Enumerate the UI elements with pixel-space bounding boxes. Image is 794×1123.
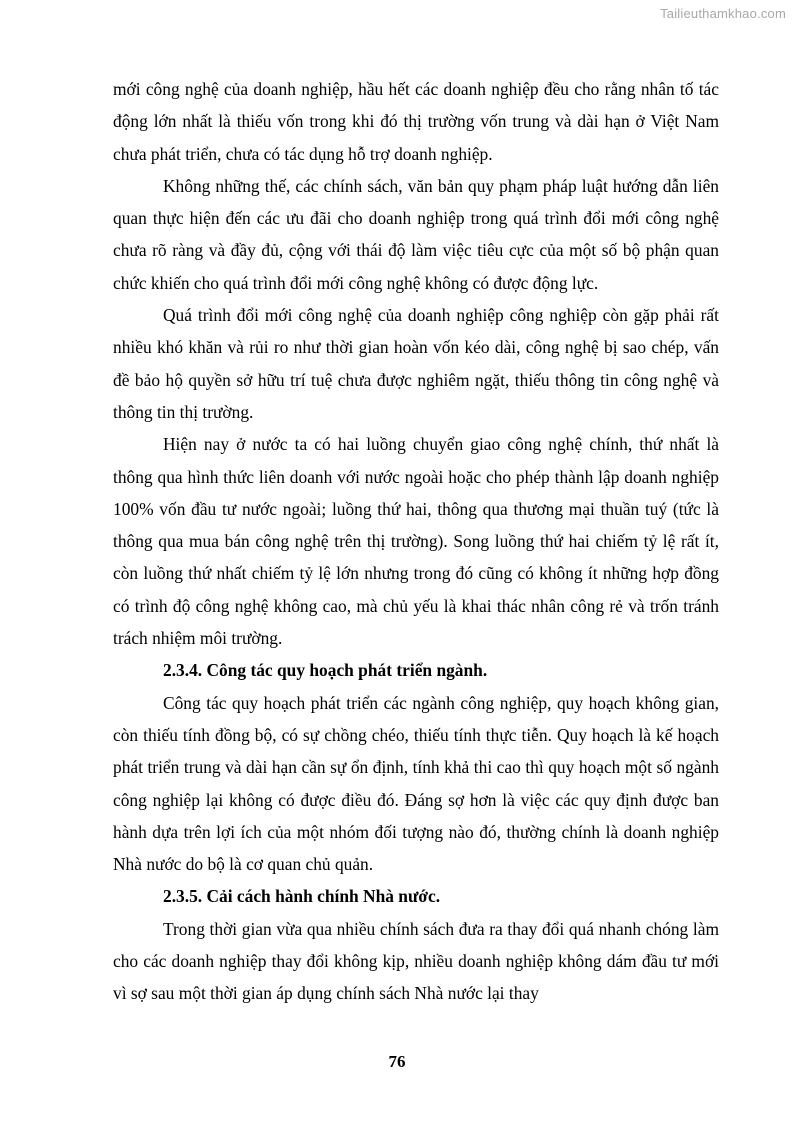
paragraph-continuation: mới công nghệ của doanh nghiệp, hầu hết các doanh nghiệp đều cho rằng nhân tố tác động lớn nhất là thiếu vốn trong khi đó thị trường vốn trung và dài hạn ở Việt Nam chưa phát triển, chưa có tác dụng hỗ trợ doanh nghiệp. xyxy=(113,79,719,164)
paragraph: Hiện nay ở nước ta có hai luồng chuyển giao công nghệ chính, thứ nhất là thông qua hình thức liên doanh với nước ngoài hoặc cho phép thành lập doanh nghiệp 100% vốn đầu tư nước ngoài; luồng thứ hai, thông qua thương mại thuần tuý (tức là thông qua mua bán công nghệ trên thị trường). Song luồng thứ hai chiếm tỷ lệ rất ít, còn luồng thứ nhất chiếm tỷ lệ lớn nhưng trong đó cũng có không ít những hợp đồng có trình độ công nghệ không cao, mà chủ yếu là khai thác nhân công rẻ và trốn tránh trách nhiệm môi trường. xyxy=(113,434,719,649)
watermark: Tailieuthamkhao.com xyxy=(660,6,786,21)
paragraph: Quá trình đổi mới công nghệ của doanh nghiệp công nghiệp còn gặp phải rất nhiều khó khăn và rủi ro như thời gian hoàn vốn kéo dài, công nghệ bị sao chép, vấn đề bảo hộ quyền sở hữu trí tuệ chưa được nghiêm ngặt, thiếu thông tin công nghệ và thông tin thị trường. xyxy=(113,305,719,422)
page-number: 76 xyxy=(388,1052,406,1071)
section-heading-2-3-5: 2.3.5. Cải cách hành chính Nhà nước. xyxy=(163,886,441,907)
document-body xyxy=(113,73,719,1010)
paragraph: Không những thế, các chính sách, văn bản quy phạm pháp luật hướng dẫn liên quan thực hiện đến các ưu đãi cho doanh nghiệp trong quá trình đổi mới công nghệ chưa rõ ràng và đầy đủ, cộng với thái độ làm việc tiêu cực của một số bộ phận quan chức khiến cho quá trình đổi mới công nghệ không có được động lực. xyxy=(113,175,719,293)
section-heading-2-3-4: 2.3.4. Công tác quy hoạch phát triển ngành. xyxy=(163,660,488,681)
paragraph: Trong thời gian vừa qua nhiều chính sách đưa ra thay đổi quá nhanh chóng làm cho các doanh nghiệp thay đổi không kịp, nhiều doanh nghiệp không dám đầu tư mới vì sợ sau một thời gian áp dụng chính sách Nhà nước lại thay xyxy=(113,918,719,1004)
paragraph: Công tác quy hoạch phát triển các ngành công nghiệp, quy hoạch không gian, còn thiếu tính đồng bộ, có sự chồng chéo, thiếu tính thực tiễn. Quy hoạch là kế hoạch phát triển trung và dài hạn cần sự ổn định, tính khả thi cao thì quy hoạch một số ngành công nghiệp lại không có được điều đó. Đáng sợ hơn là việc các quy định được ban hành dựa trên lợi ích của một nhóm đối tượng nào đó, thường chính là doanh nghiệp Nhà nước do bộ là cơ quan chủ quản. xyxy=(113,692,719,875)
